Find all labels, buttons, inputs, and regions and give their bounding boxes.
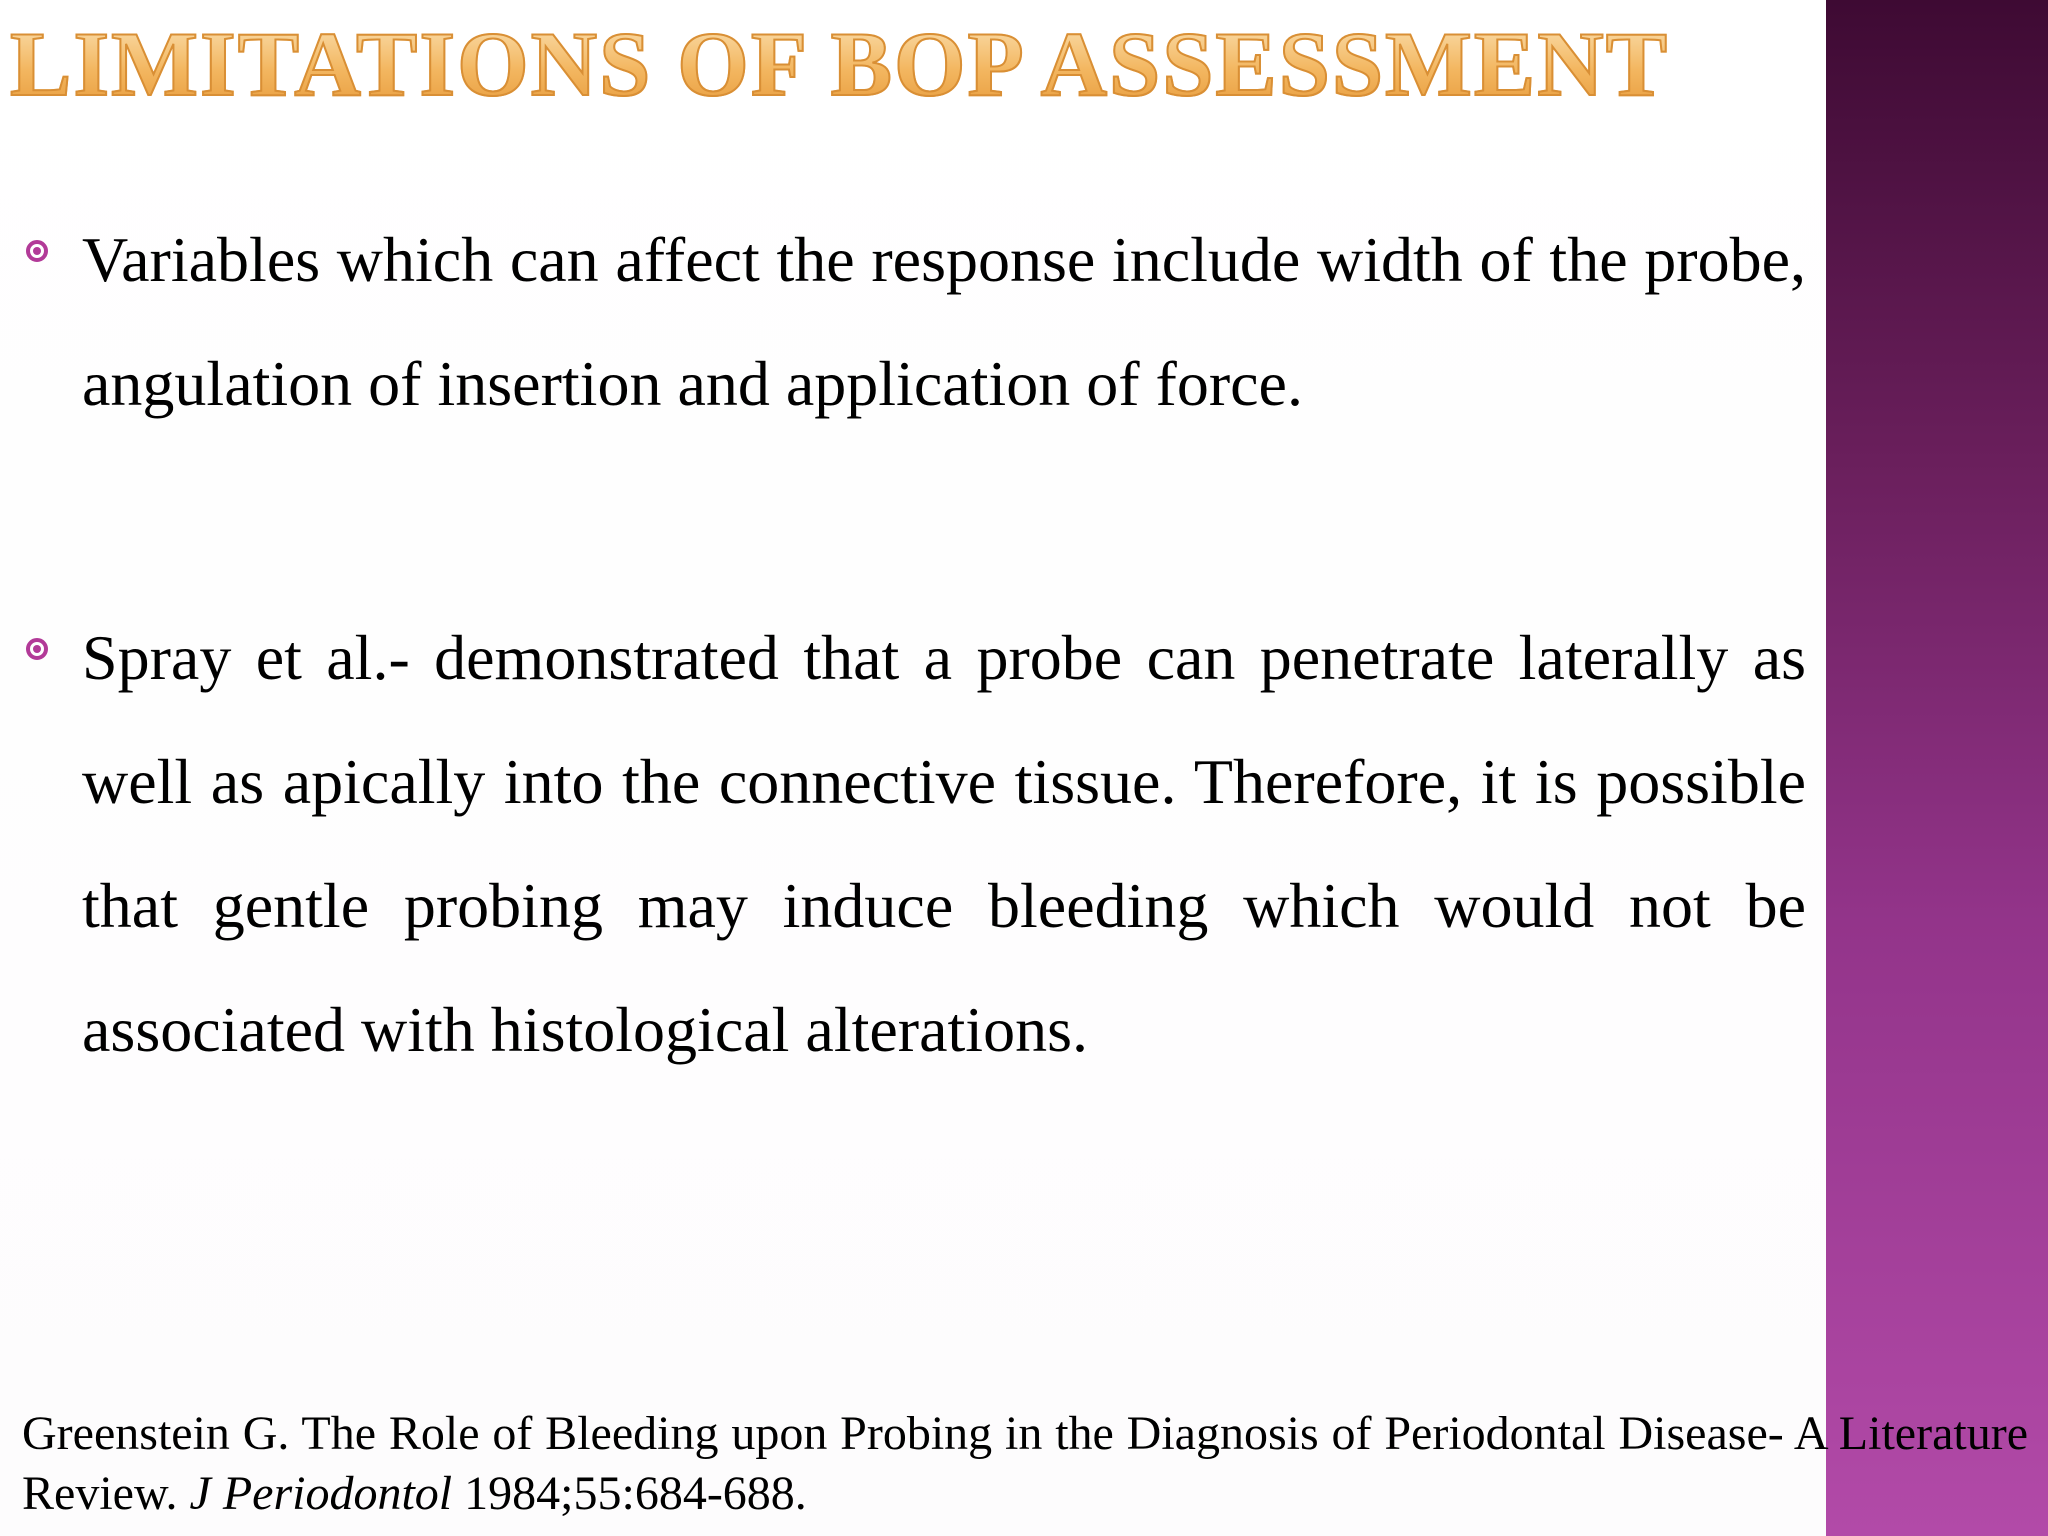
bullet-item (22, 596, 1806, 1092)
circle-dot-bullet-icon (26, 240, 48, 262)
bullet-text: Spray et al.- demonstrated that a probe can penetrate laterally as well as apically into the connective tissue. Therefore, it is possible that gentle probing may induce bleeding which would not be associated with histological alterations. (82, 622, 1806, 1065)
citation-main: Greenstein G. The Role of Bleeding upon Probing in the Diagnosis of Periodontal Disease- A Literature Review. (22, 1407, 2028, 1520)
bullet-text: Variables which can affect the response include width of the probe, angulation of insertion and application of force. (82, 224, 1806, 419)
side-decoration-band (1826, 0, 2048, 1536)
citation-journal: J Periodontol (189, 1467, 453, 1520)
slide-title: LIMITATIONS OF BOP ASSESSMENT (10, 13, 1670, 115)
citation-details: 1984;55:684-688. (464, 1467, 807, 1520)
bullet-item (22, 198, 1806, 446)
circle-dot-bullet-icon (26, 638, 48, 660)
citation (22, 1404, 2028, 1524)
bullet-list (22, 198, 1806, 1092)
